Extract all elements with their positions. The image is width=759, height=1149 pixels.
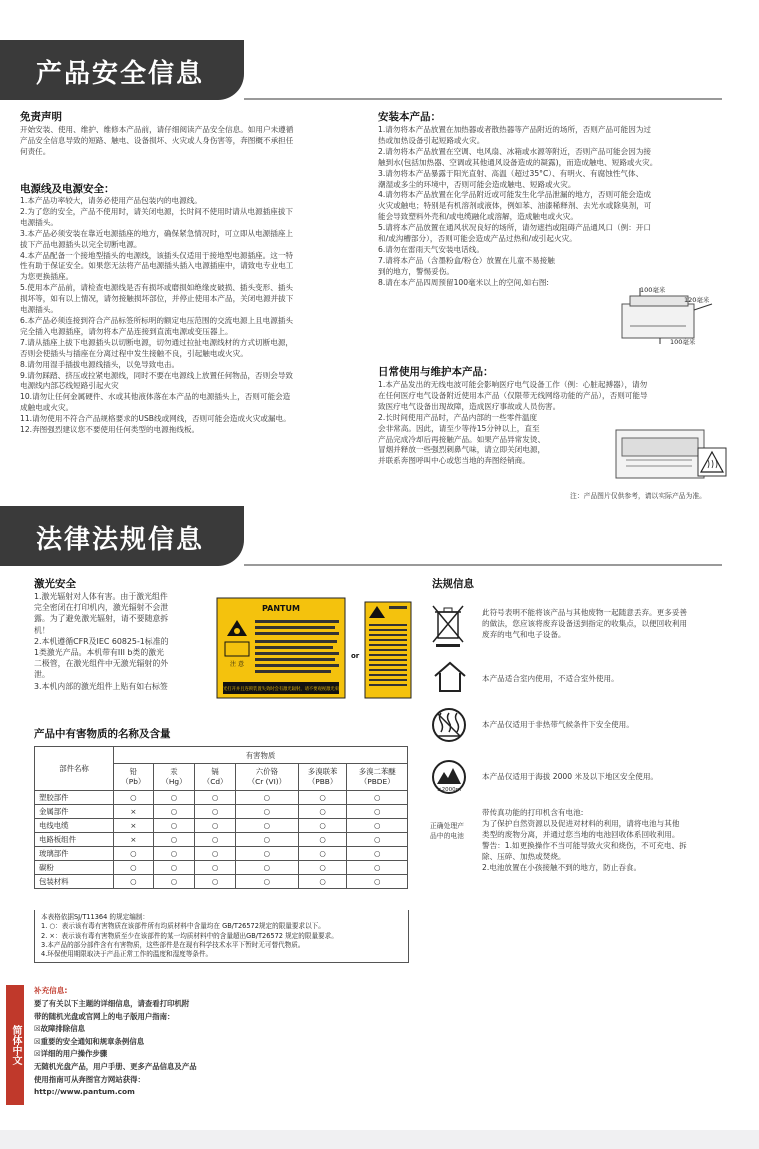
regulation-weee-text	[482, 608, 732, 641]
power-line: 为您更换插座。	[20, 272, 74, 282]
hazard-cell: ○	[236, 861, 299, 875]
disclaimer-title: 免责声明	[20, 111, 62, 123]
hazard-column-header-line: （Hg）	[161, 777, 187, 786]
install-line: 3.请勿将本产品暴露于阳光直射、高温（超过35°C）、有明火、有腐蚀性气体、	[378, 168, 644, 178]
hazard-cell: ○	[153, 875, 194, 889]
install-line: 触到水(包括加热器、空调或其他通风设备造成的凝露)，而造成触电、短路或火灾。	[378, 157, 658, 167]
hazard-group-header: 有害物质	[114, 747, 408, 764]
power-line: 完全插入电源插座，请勿将本产品连接到直流电源或变压器上。	[20, 326, 233, 336]
power-line: 12.奔图强烈建议您不要使用任何类型的电源拖线板。	[20, 425, 200, 435]
hazard-column-header-line: 汞	[170, 767, 178, 776]
weee-line: 废弃的电气和电子设备。	[482, 629, 566, 639]
hazard-column-header-line: 铅	[129, 767, 138, 776]
power-line: 1.本产品功率较大，请务必使用产品包装内的电源线。	[20, 196, 202, 205]
power-line: 电源插头。	[20, 305, 58, 315]
hazard-cell: ○	[347, 847, 408, 861]
hazard-cell: ○	[298, 791, 347, 805]
hazard-part-name: 电路板组件	[35, 833, 114, 847]
hazard-cell: ○	[114, 875, 154, 889]
section-title-safety: 产品安全信息	[36, 59, 205, 89]
power-line: 电源插头。	[20, 217, 58, 227]
hazard-cell: ×	[114, 819, 154, 833]
hazard-note-line: 本表格依据SJ/T11364 的规定编制：	[41, 913, 149, 921]
laser-line: 完全密闭在打印机内，激光辐射不会泄	[34, 603, 169, 613]
hazard-row	[35, 875, 408, 889]
hazard-note-line: 1. ○：表示该有毒有害物质在该部件所有均质材料中含量均在 GB/T26572规定的限量要求以下。	[41, 922, 325, 931]
hazard-cell: ○	[347, 791, 408, 805]
hazard-cell: ○	[195, 847, 236, 861]
daily-line: 致医疗电气设备出现故障，造成医疗事故或人员伤害。	[378, 401, 561, 411]
laser-text	[34, 591, 214, 692]
label-warn-text: 注 意	[230, 661, 244, 668]
label-or: or	[351, 652, 360, 660]
weee-line: 的做法，您应该将废弃设备送到指定的收集点，以便回收利用	[482, 618, 688, 628]
laser-line: 1.激光辐射对人体有害。由于激光组件	[34, 592, 168, 601]
daily-line: 会非常高。因此，请至少等待15分钟以上，直至	[378, 423, 540, 433]
power-line: 否则会使插头与插座在分离过程中发生接触不良，引起触电或火灾。	[20, 348, 248, 358]
hazard-column-header-line: （PBDE）	[359, 777, 395, 786]
install-line: 到的地方，警惕妥伤。	[378, 266, 454, 276]
label-footer-text: 激光打开并且连锁装置失效时会有激光辐射，请不要观视激光束。	[218, 687, 344, 692]
hazard-cell: ○	[195, 819, 236, 833]
hazard-cell: ×	[114, 833, 154, 847]
install-line: 4.请勿将本产品放置在化学品附近或可能发生化学品泄漏的地方，否则可能会造成	[378, 190, 652, 200]
laser-line: 二极管，在激光组件中无激光辐射的外	[34, 659, 169, 669]
daily-line: 产品完成冷却后再接触产品。如果产品异常发烫、	[378, 434, 546, 444]
install-line: 1.请勿将本产品放置在加热器或者散热器等产品附近的场所，否则产品可能因为过	[378, 125, 652, 134]
install-line: 2.请勿将本产品放置在空调、电风扇、冰箱或水源等附近，否则产品可能会因为接	[378, 146, 652, 156]
install-line: 热或加热设备引起短路或火灾。	[378, 135, 485, 145]
disclaimer-line: 何责任。	[20, 146, 51, 156]
hazard-part-name: 塑胶部件	[35, 791, 114, 805]
hazard-column-header-line: （PBB）	[307, 777, 338, 786]
install-line: 火灾或触电；特别是有机溶剂或液体，例如苯、油漆稀释剂、去光水或除臭剂，可	[378, 201, 652, 211]
laser-line: 泄。	[34, 670, 50, 680]
hazard-cell: ○	[236, 791, 299, 805]
section-divider	[244, 564, 722, 566]
power-line: 9.请勿踩踏、挤压或拉紧电源线，同时不要在电源线上放置任何物品，否则会导致	[20, 370, 294, 380]
hazard-table	[34, 746, 408, 889]
hazard-row	[35, 833, 408, 847]
supplement-line: ☒重要的安全通知和规章条例信息	[34, 1036, 145, 1046]
hazard-column-header-line: 多溴二苯醚	[358, 767, 396, 776]
disclaimer-line: 产品安全信息导致的短路、触电、设备损坏、火灾或人身伤害等，奔图概不承担任	[20, 135, 294, 145]
hazard-cell: ○	[347, 833, 408, 847]
power-line: 7.请从插座上拔下电源插头以切断电源，切勿通过拉扯电源线材的方式切断电源，	[20, 337, 294, 347]
power-line: 10.请勿让任何金属硬件、水或其他液体落在本产品的电源插头上，否则可能会造	[20, 392, 291, 402]
supplement-line: 要了有关以下主题的详细信息，请查看打印机附	[34, 999, 190, 1008]
power-line: 5.使用本产品前，请检查电源线是否有损坏或磨损如绝缘皮破损、插头变形、插头	[20, 283, 294, 293]
hazard-cell: ○	[153, 791, 194, 805]
install-line: 能会导致塑料外壳和/或电缆融化或溶解，造成触电或火灾。	[378, 212, 578, 222]
hazard-column-header	[114, 764, 154, 791]
label-brand: PANTUM	[262, 604, 300, 613]
hazard-part-header: 部件名称	[35, 747, 114, 791]
hazard-cell: ○	[114, 791, 154, 805]
power-text	[20, 196, 365, 436]
laser-title: 激光安全	[34, 578, 76, 590]
hazard-cell: ○	[298, 875, 347, 889]
power-line: 损坏等，如有以上情况，请勿接触损坏部位，并停止使用本产品，关闭电源并拔下	[20, 294, 294, 304]
page-bottom-band	[0, 1130, 759, 1149]
hazard-cell: ○	[298, 847, 347, 861]
supplement-line: ☒详细的用户操作步骤	[34, 1049, 108, 1059]
daily-line: 在任何医疗电气设备附近使用本产品（仅限带无线网络功能的产品），否则可能导	[378, 390, 648, 400]
hazard-row	[35, 847, 408, 861]
hot-surface-illustration	[612, 420, 730, 486]
hazard-part-name: 金属部件	[35, 805, 114, 819]
supplement-line: ☒故障排除信息	[34, 1024, 85, 1034]
daily-line: 并联系奔图呼叫中心或您当地的奔图经销商。	[378, 456, 530, 466]
install-line: 潮湿或多尘的环境中，否则可能会造成触电、短路或火灾。	[378, 179, 576, 189]
power-line: 成触电或火灾。	[20, 403, 74, 413]
section-divider	[244, 98, 722, 100]
hazard-cell: ○	[114, 861, 154, 875]
hazard-cell: ○	[298, 861, 347, 875]
regulation-title: 法规信息	[432, 578, 474, 590]
battery-line: 警告：1.如更换操作不当可能导致火灾和烧伤，不可充电、拆	[482, 840, 687, 850]
hazard-cell: ○	[298, 805, 347, 819]
hazard-cell: ○	[195, 861, 236, 875]
battery-line: 为了保护自然资源以及促进对材料的利用，请将电池与其他	[482, 818, 680, 828]
hazard-title: 产品中有害物质的名称及含量	[34, 728, 171, 740]
hazard-cell: ○	[347, 875, 408, 889]
section-banner-legal	[0, 506, 244, 566]
hazard-column-header-line: 多溴联苯	[307, 767, 338, 776]
power-line: 性有助于保证安全。如果您无法将产品电源插头插入电源插座中，请致电专业电工	[20, 261, 294, 271]
hazard-row	[35, 819, 408, 833]
power-line: 4.本产品配备一个接地型插头的电源线，该插头仅适用于接地型电源插座。这一特	[20, 250, 294, 260]
non-tropical-icon	[430, 706, 468, 744]
hazard-cell: ○	[153, 861, 194, 875]
indoor-house-icon	[432, 660, 468, 694]
hazard-cell: ○	[195, 805, 236, 819]
laser-warning-labels	[215, 596, 415, 702]
clearance-side-label: 120毫米	[684, 296, 710, 304]
hazard-notes	[34, 910, 409, 963]
disclaimer-line: 开始安装、使用、维护、维修本产品前，请仔细阅读产品安全信息。如用户未遵循	[20, 125, 294, 134]
hazard-cell: ○	[153, 819, 194, 833]
hazard-column-header	[153, 764, 194, 791]
power-line: 6.本产品必须连接到符合产品标签所标明的额定电压范围的交流电源上且电源插头	[20, 315, 294, 325]
power-line: 拔下产品电源插头以完全切断电源。	[20, 239, 142, 249]
hazard-cell: ○	[153, 805, 194, 819]
disclaimer-text	[20, 125, 360, 158]
hazard-note-line: 4.环保使用期限取决于产品正常工作的温度和湿度等条件。	[41, 950, 213, 959]
install-line: 7.请将本产品（含墨粉盒/粉仓）放置在儿童不易接触	[378, 255, 555, 265]
altitude-icon	[430, 758, 468, 796]
supplement-line: 无随机光盘产品，用户手册、更多产品信息及产品	[34, 1061, 197, 1071]
hazard-cell: ×	[114, 805, 154, 819]
hazard-cell: ○	[298, 819, 347, 833]
hazard-note-line: 3.本产品的部分部件含有有害物质，这些部件是在现有科学技术水平下暂时无可替代物质。	[41, 940, 305, 949]
hazard-cell: ○	[236, 805, 299, 819]
battery-line: 类型的废物分离，并通过您当地的电池回收体系回收利用。	[482, 829, 680, 839]
install-line: 8.请在本产品四周预留100毫米以上的空间,如右图:	[378, 277, 549, 287]
battery-text	[482, 808, 732, 873]
battery-line: 2.电池放置在小孩接触不到的地方，防止吞食。	[482, 862, 642, 872]
hazard-cell: ○	[236, 847, 299, 861]
clearance-top-label: 100毫米	[640, 286, 666, 294]
clearance-front-label: 100毫米	[670, 338, 696, 346]
hazard-cell: ○	[153, 833, 194, 847]
supplement-text	[34, 998, 274, 1099]
hazard-cell: ○	[347, 805, 408, 819]
hazard-part-name: 包装材料	[35, 875, 114, 889]
battery-line: 除、压碎、加热或焚烧。	[482, 851, 566, 861]
hazard-row	[35, 791, 408, 805]
install-line: 和/或沟槽部分），否则可能会造成产品过热和/或引起火灾。	[378, 234, 577, 244]
power-title: 电源线及电源安全：	[20, 183, 115, 195]
hazard-cell: ○	[236, 819, 299, 833]
hazard-note-line: 2. ×：表示该有毒有害物质至少在该部件的某一均质材料中的含量超出GB/T26572 规定的限量要求。	[41, 931, 338, 940]
battery-side-label	[430, 822, 478, 841]
install-line: 5.请将本产品放置在通风状况良好的场所，请勿遮挡或阻碍产品通风口（例：开口	[378, 223, 652, 233]
hazard-column-header	[347, 764, 408, 791]
hazard-part-name: 碳粉	[35, 861, 114, 875]
battery-side-line: 品中的电池	[430, 831, 464, 840]
supplement-line: 带的随机光盘或官网上的电子版用户指南：	[34, 1011, 175, 1021]
hazard-cell: ○	[236, 875, 299, 889]
battery-side-line: 正确处理产	[430, 822, 464, 830]
printer-clearance-illustration	[600, 282, 730, 352]
weee-bin-icon	[430, 602, 468, 648]
battery-line: 带传真功能的打印机含有电池:	[482, 808, 584, 817]
hazard-row	[35, 805, 408, 819]
supplement-line: http://www.pantum.com	[34, 1087, 135, 1097]
laser-line: 2.本机遵循CFR及IEC 60825-1标准的	[34, 636, 169, 646]
section-title-legal: 法律法规信息	[36, 525, 205, 555]
laser-line: 1类激光产品。本机带有III b类的激光	[34, 648, 164, 658]
install-line: 6.请勿在雷雨天气安装电话线。	[378, 244, 484, 254]
power-line: 2.为了您的安全，产品不使用时，请关闭电源，长时间不使用时请从电源插座拔下	[20, 206, 294, 216]
hazard-cell: ○	[236, 833, 299, 847]
hazard-part-name: 电线电缆	[35, 819, 114, 833]
supplement-line: 使用指南可从奔图官方网站获得：	[34, 1074, 145, 1084]
hazard-row	[35, 861, 408, 875]
hazard-column-header-line: 镉	[211, 767, 219, 776]
hazard-column-header-line: （Cd）	[202, 777, 228, 786]
hazard-cell: ○	[347, 861, 408, 875]
power-line: 3.本产品必须安装在靠近电源插座的地方，确保紧急情况时，可立即从电源插座上	[20, 228, 294, 238]
daily-title: 日常使用与维护本产品：	[378, 366, 494, 378]
hazard-column-header	[195, 764, 236, 791]
hazard-cell: ○	[195, 791, 236, 805]
language-tab: 简体中文	[6, 985, 24, 1105]
power-line: 11.请勿使用不符合产品规格要求的USB线或网线，否则可能会造成火灾或漏电。	[20, 414, 291, 424]
daily-line: 1.本产品发出的无线电波可能会影响医疗电气设备工作（例：心脏起搏器），请勿	[378, 380, 648, 389]
hazard-cell: ○	[298, 833, 347, 847]
supplement-title: 补充信息:	[34, 986, 68, 995]
hazard-cell: ○	[114, 847, 154, 861]
hazard-column-header	[298, 764, 347, 791]
hazard-column-header-line: （Pb）	[121, 777, 146, 786]
regulation-altitude-text: 本产品仅适用于海拔 2000 米及以下地区安全使用。	[482, 772, 659, 781]
regulation-climate-text: 本产品仅适用于非热带气候条件下安全使用。	[482, 720, 634, 729]
hazard-cell: ○	[347, 819, 408, 833]
power-line: 8.请勿用湿手插拔电源线插头，以免导致电击。	[20, 359, 180, 369]
install-text	[378, 125, 726, 289]
laser-line: 3.本机内部的激光组件上贴有如右标签	[34, 681, 168, 691]
image-note: 注：产品图片仅供参考，请以实际产品为准。	[570, 492, 706, 500]
power-line: 电源线内部芯线短路引起火灾	[20, 381, 119, 391]
weee-line: 此符号表明不能将该产品与其他废物一起随意丢弃。更多妥善	[482, 608, 688, 617]
hazard-cell: ○	[195, 875, 236, 889]
laser-line: 机！	[34, 625, 50, 635]
hazard-column-header	[236, 764, 299, 791]
laser-line: 露。为了避免激光辐射，请不要随意拆	[34, 614, 169, 624]
install-title: 安装本产品：	[378, 111, 441, 123]
hazard-cell: ○	[153, 847, 194, 861]
hazard-column-header-line: （Cr (VI)）	[247, 777, 287, 786]
regulation-indoor-text: 本产品适合室内使用，不适合室外使用。	[482, 674, 619, 683]
hazard-part-name: 玻璃部件	[35, 847, 114, 861]
hazard-cell: ○	[195, 833, 236, 847]
daily-line: 2.长时间使用产品时，产品内部的一些零件温度	[378, 412, 538, 422]
hazard-column-header-line: 六价铬	[255, 767, 278, 776]
altitude-label: ≤2000m	[437, 787, 461, 793]
section-banner-safety	[0, 40, 244, 100]
daily-line: 冒烟并释放一些强烈刺鼻气味，请立即关闭电源，	[378, 445, 546, 455]
